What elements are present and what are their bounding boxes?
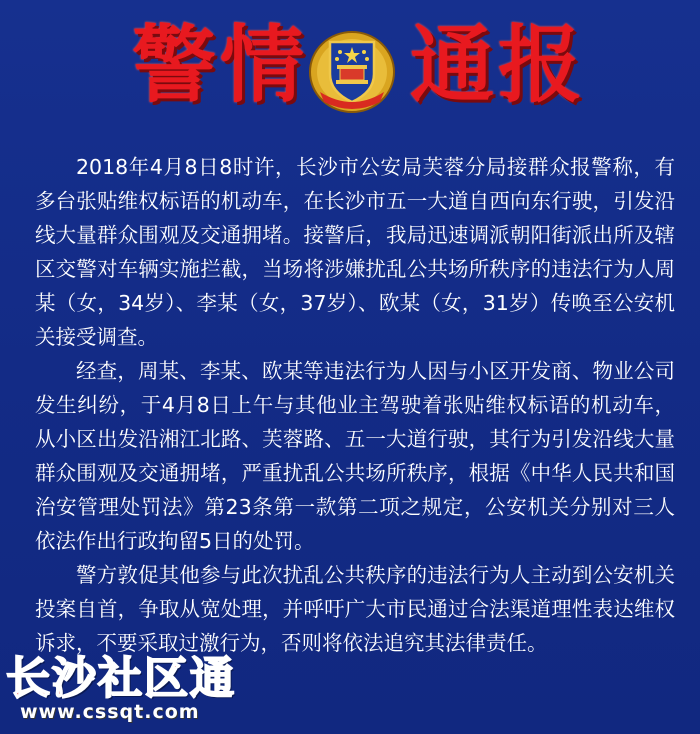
site-watermark <box>6 652 236 734</box>
title-left: 警情 <box>132 16 309 114</box>
police-emblem-icon <box>306 22 398 114</box>
paragraph-appeal: 警方敦促其他参与此次扰乱公共秩序的违法行为人主动到公安机关投案自首，争取从宽处理，并呼吁广大市民通过合法渠道理性表达维权诉求，不要采取过激行为，否则将依法追究其法律责任。 <box>35 563 675 655</box>
watermark-url: www.cssqt.com <box>20 701 200 723</box>
notice-body <box>35 150 675 660</box>
paragraph-findings: 经查，周某、李某、欧某等违法行为人因与小区开发商、物业公司发生纠纷，于4月8日上午与其他业主驾驶着张贴维权标语的机动车，从小区出发沿湘江北路、芙蓉路、五一大道行驶，其行为引发沿线大量群众围观及交通拥堵，严重扰乱公共场所秩序，根据《中华人民共和国治安管理处罚法》第23条第一款第二项之规定，公安机关分别对三人依法作出行政拘留5日的处罚。 <box>35 359 675 553</box>
title-right: 通报 <box>410 16 587 114</box>
watermark-name: 长沙社区通 <box>6 653 236 704</box>
paragraph-incident: 2018年4月8日8时许，长沙市公安局芙蓉分局接群众报警称，有多台张贴维权标语的机动车，在长沙市五一大道自西向东行驶，引发沿线大量群众围观及交通拥堵。接警后，我局迅速调派朝阳街派出所及辖区交警对车辆实施拦截，当场将涉嫌扰乱公共场所秩序的违法行为人周某（女，34岁）、李某（女，37岁）、欧某（女，31岁）传唤至公安机关接受调查。 <box>35 155 675 349</box>
notice-header <box>0 0 700 130</box>
